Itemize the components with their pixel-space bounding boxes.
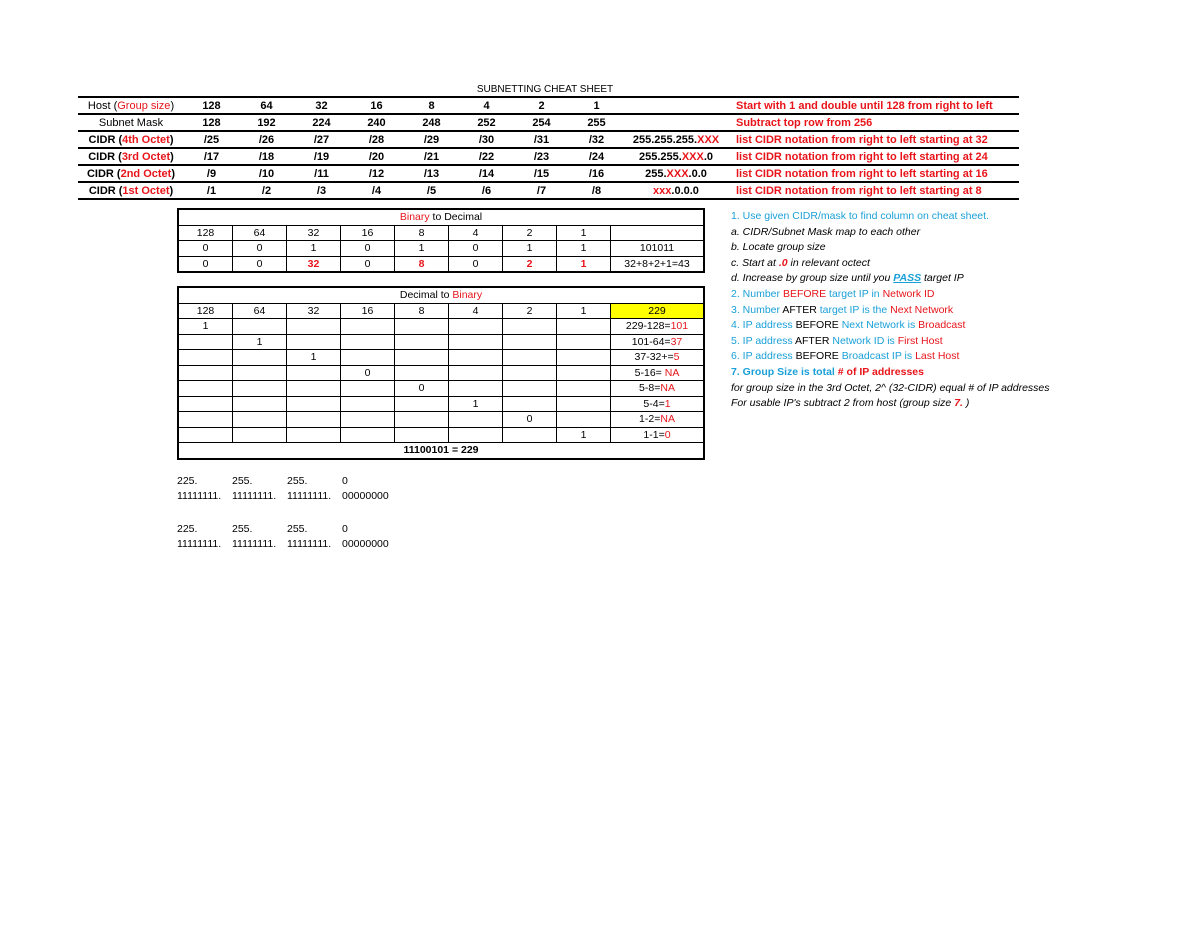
cell: 224: [312, 116, 331, 129]
cell: [233, 319, 287, 335]
cell: /28: [368, 133, 385, 146]
cell: /17: [203, 150, 220, 163]
table-title: Decimal to Binary: [178, 287, 704, 303]
step-calc: 37-32+=5: [611, 350, 705, 366]
cell: /21: [423, 150, 440, 163]
cell: [287, 412, 341, 428]
ip-cell: xxx.0.0.0: [653, 184, 699, 197]
cell: [341, 334, 395, 350]
cell: 1: [233, 334, 287, 350]
cell: /12: [368, 167, 385, 180]
cell: 1: [503, 241, 557, 257]
table-row: [178, 381, 704, 397]
binary-result: 11100101 = 229: [178, 443, 704, 459]
step-6: 6. IP address BEFORE Broadcast IP is Last Host: [731, 350, 960, 363]
step-1: 1. Use given CIDR/mask to find column on cheat sheet.: [731, 210, 989, 222]
step-b: b. Locate group size: [731, 241, 826, 254]
table-row: [178, 319, 704, 335]
cell: 1: [557, 256, 611, 272]
cell: [233, 381, 287, 397]
host-row: [78, 97, 1019, 114]
cell: [557, 319, 611, 335]
cell: 128: [202, 99, 221, 112]
row-note: Subtract top row from 256: [736, 116, 873, 129]
cell: 64: [233, 303, 287, 319]
cell: /16: [588, 167, 605, 180]
cell: /22: [478, 150, 495, 163]
step-calc: 5-4=1: [611, 396, 705, 412]
decimal-octets: 225. 255. 255. 0: [177, 475, 348, 487]
cell: [287, 365, 341, 381]
cell: [503, 365, 557, 381]
cell: /4: [371, 184, 382, 197]
table-row: [178, 396, 704, 412]
note-usable-ips: For usable IP's subtract 2 from host (group size 7. ): [731, 397, 970, 410]
table-row: [178, 256, 704, 272]
cell: [233, 365, 287, 381]
cell: 16: [370, 99, 383, 112]
cell: 1: [557, 241, 611, 257]
cell: /18: [258, 150, 275, 163]
cell: 128: [202, 116, 221, 129]
binary-octets: 11111111. 11111111. 11111111. 00000000: [177, 490, 389, 502]
step-5: 5. IP address AFTER Network ID is First Host: [731, 334, 943, 347]
row-note: list CIDR notation from right to left starting at 8: [736, 184, 982, 197]
row-label: CIDR (2nd Octet): [86, 167, 175, 180]
cell: 4: [449, 303, 503, 319]
cidr4-row: [78, 131, 1019, 148]
cell: [178, 350, 233, 366]
cell: 252: [477, 116, 496, 129]
cell: [449, 412, 503, 428]
cell: /29: [423, 133, 440, 146]
step-7: 7. Group Size is total # of IP addresses: [731, 365, 924, 378]
cell: [178, 365, 233, 381]
table-row: [178, 241, 704, 257]
cell: /27: [313, 133, 330, 146]
row-label: CIDR (1st Octet): [88, 184, 174, 197]
address-block-1: [177, 474, 397, 504]
cell: [341, 427, 395, 443]
cell: [233, 412, 287, 428]
binary-to-decimal-table: [177, 208, 705, 273]
cell: 0: [178, 256, 233, 272]
cell: [395, 412, 449, 428]
cell: [287, 319, 341, 335]
table-title: Binary to Decimal: [178, 209, 704, 225]
cell: 1: [178, 319, 233, 335]
cell: [287, 427, 341, 443]
cell: 1: [557, 303, 611, 319]
cell: [449, 427, 503, 443]
cell: [611, 225, 705, 241]
cell: /24: [588, 150, 605, 163]
step-calc: 101-64=37: [611, 334, 705, 350]
ip-cell: [624, 114, 728, 131]
table-row: [178, 334, 704, 350]
cell: 0: [178, 241, 233, 257]
row-note: list CIDR notation from right to left starting at 24: [736, 150, 988, 163]
cell: 8: [395, 256, 449, 272]
cell: [557, 396, 611, 412]
cell: 1: [287, 350, 341, 366]
cell: [178, 412, 233, 428]
cell: [449, 334, 503, 350]
ip-cell: 255.XXX.0.0: [645, 167, 707, 180]
cell: /15: [533, 167, 550, 180]
cell: [557, 412, 611, 428]
cell: 0: [233, 241, 287, 257]
cell: [395, 396, 449, 412]
cell: [341, 319, 395, 335]
cell: /32: [588, 133, 605, 146]
step-4: 4. IP address BEFORE Next Network is Broadcast: [731, 319, 966, 332]
ip-cell: 255.255.XXX.0: [638, 150, 714, 163]
decimal-to-binary-table: [177, 286, 705, 460]
cell: /26: [258, 133, 275, 146]
cell: [449, 350, 503, 366]
cell: 2: [503, 256, 557, 272]
table-row: [178, 225, 704, 241]
step-d: d. Increase by group size until you PASS target IP: [731, 272, 964, 285]
binary-octets: 11111111. 11111111. 11111111. 00000000: [177, 538, 389, 550]
cidr1-row: [78, 182, 1019, 199]
cell: [233, 350, 287, 366]
cell: [178, 334, 233, 350]
step-a: a. CIDR/Subnet Mask map to each other: [731, 225, 921, 238]
cell: [395, 350, 449, 366]
cell: 192: [257, 116, 276, 129]
cell: 2: [503, 303, 557, 319]
cell: [287, 381, 341, 397]
cell: 32+8+2+1=43: [611, 256, 705, 272]
cell: 8: [395, 225, 449, 241]
cell: /13: [423, 167, 440, 180]
cell: [178, 381, 233, 397]
page-title: SUBNETTING CHEAT SHEET: [476, 84, 614, 95]
cell: [287, 396, 341, 412]
ip-cell: 255.255.255.XXX: [632, 133, 720, 146]
cell: [395, 427, 449, 443]
cell: 2: [503, 225, 557, 241]
cell: /11: [314, 167, 329, 180]
cell: [503, 319, 557, 335]
cell: 1: [593, 99, 600, 112]
cell: /25: [203, 133, 220, 146]
cell: 8: [395, 303, 449, 319]
cell: [449, 319, 503, 335]
row-label: CIDR (4th Octet): [88, 133, 174, 146]
cell: 64: [233, 225, 287, 241]
row-note: list CIDR notation from right to left starting at 32: [736, 133, 988, 146]
cell: /9: [206, 167, 217, 180]
cell: [557, 350, 611, 366]
cell: /1: [206, 184, 217, 197]
cell: 64: [260, 99, 273, 112]
decimal-octets: 225. 255. 255. 0: [177, 523, 348, 535]
cell: [449, 365, 503, 381]
cell: [178, 427, 233, 443]
cell: 0: [503, 412, 557, 428]
cell: [178, 396, 233, 412]
cell: /8: [591, 184, 602, 197]
step-calc: 1-2=NA: [611, 412, 705, 428]
cell: 254: [532, 116, 551, 129]
note-group-size: for group size in the 3rd Octet, 2^ (32-CIDR) equal # of IP addresses: [731, 381, 1050, 394]
cell: 2: [538, 99, 545, 112]
cell: 1: [449, 396, 503, 412]
cell: 1: [557, 427, 611, 443]
address-block-2: [177, 522, 397, 552]
row-note: Start with 1 and double until 128 from right to left: [736, 99, 993, 112]
cell: /10: [258, 167, 275, 180]
step-3: 3. Number AFTER target IP is the Next Network: [731, 303, 954, 316]
cell: 4: [483, 99, 490, 112]
cell: /31: [533, 133, 550, 146]
step-calc: 5-8=NA: [611, 381, 705, 397]
cell: [233, 396, 287, 412]
cell: [503, 350, 557, 366]
step-calc: 229-128=101: [611, 319, 705, 335]
cidr2-row: [78, 165, 1019, 182]
cell: [341, 396, 395, 412]
cell: [557, 334, 611, 350]
table-row: [178, 412, 704, 428]
cell: [287, 334, 341, 350]
cell: /19: [313, 150, 330, 163]
cell: 128: [178, 303, 233, 319]
cell: /14: [478, 167, 495, 180]
cell: /23: [533, 150, 550, 163]
cell: /30: [478, 133, 495, 146]
cell: /20: [368, 150, 385, 163]
cidr3-row: [78, 148, 1019, 165]
instructions: [731, 209, 1050, 412]
row-note: list CIDR notation from right to left starting at 16: [736, 167, 988, 180]
cell: 1: [287, 241, 341, 257]
table-row: [178, 427, 704, 443]
table-row: [178, 350, 704, 366]
cell: /6: [481, 184, 492, 197]
cell: 0: [449, 241, 503, 257]
cell: [557, 381, 611, 397]
cell: 0: [233, 256, 287, 272]
cell: [503, 381, 557, 397]
cell: 128: [178, 225, 233, 241]
cell: /2: [261, 184, 272, 197]
row-label: CIDR (3rd Octet): [88, 150, 174, 163]
cell: [341, 412, 395, 428]
cell: [233, 427, 287, 443]
cell: 32: [287, 225, 341, 241]
cell: 0: [395, 381, 449, 397]
cell: 32: [287, 256, 341, 272]
ip-cell: [624, 97, 728, 114]
table-row: [178, 303, 704, 319]
cell: 0: [341, 241, 395, 257]
cell: 32: [287, 303, 341, 319]
step-calc: 5-16= NA: [611, 365, 705, 381]
table-row: [178, 365, 704, 381]
cell: 4: [449, 225, 503, 241]
cell: [503, 427, 557, 443]
cheat-table: [78, 96, 1019, 200]
cell: 0: [449, 256, 503, 272]
cell: /7: [536, 184, 547, 197]
cell: 248: [422, 116, 441, 129]
cell: /3: [316, 184, 327, 197]
cell: 0: [341, 365, 395, 381]
cell: [557, 365, 611, 381]
step-calc: 1-1=0: [611, 427, 705, 443]
step-c: c. Start at .0 in relevant octect: [731, 256, 870, 269]
cell: [503, 396, 557, 412]
cell: 1: [395, 241, 449, 257]
mask-row: [78, 114, 1019, 131]
step-2: 2. Number BEFORE target IP in Network ID: [731, 287, 935, 300]
cell: 1: [557, 225, 611, 241]
cell: 255: [587, 116, 606, 129]
cell: [341, 350, 395, 366]
cell: [395, 334, 449, 350]
cell: 8: [428, 99, 435, 112]
row-label: Subnet Mask: [98, 116, 164, 129]
cell: 16: [341, 303, 395, 319]
cell: 0: [341, 256, 395, 272]
cell: 240: [367, 116, 386, 129]
target-decimal: 229: [611, 303, 705, 319]
cell: /5: [426, 184, 437, 197]
cell: [395, 319, 449, 335]
cell: [395, 365, 449, 381]
cell: [341, 381, 395, 397]
row-label: Host (Group size): [87, 99, 175, 112]
cell: [449, 381, 503, 397]
cell: [503, 334, 557, 350]
cell: 101011: [611, 241, 705, 257]
cell: 16: [341, 225, 395, 241]
cell: 32: [315, 99, 328, 112]
